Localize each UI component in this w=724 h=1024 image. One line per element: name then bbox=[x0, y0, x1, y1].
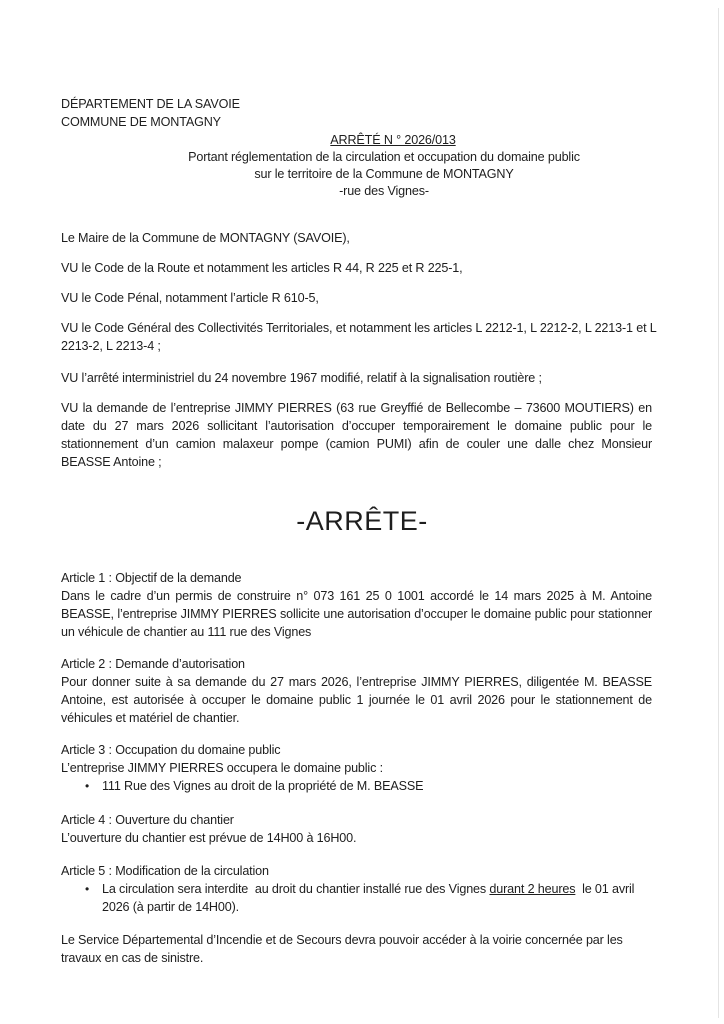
article-3-bullet-item: 111 Rue des Vignes au droit de la propriété de M. BEASSE bbox=[102, 779, 424, 793]
article-2-heading: Article 2 : Demande d’autorisation bbox=[61, 657, 245, 671]
article-5-heading: Article 5 : Modification de la circulation bbox=[61, 864, 269, 878]
article-1-body: Dans le cadre d’un permis de construire n° 073 161 25 0 1001 accordé le 14 mars 2025 à M. Antoine BEASSE, l’entreprise JIMMY PIERRES sollicite une autorisation d’occuper le domaine public pour stationner un véhicule de chantier au 111 rue des Vignes bbox=[61, 589, 652, 639]
department-label: DÉPARTEMENT DE LA SAVOIE bbox=[61, 97, 240, 111]
article-5-underlined-duration: durant 2 heures bbox=[489, 882, 576, 896]
arrete-heading: -ARRÊTE- bbox=[296, 506, 428, 536]
subtitle-line-1: Portant réglementation de la circulation et occupation du domaine public bbox=[188, 150, 580, 164]
article-5-bullet-item bbox=[102, 880, 654, 916]
vu-cgct: VU le Code Général des Collectivités Territoriales, et notamment les articles L 2212-1, L 2212-2, L 2213-1 et L 2213-2, L 2213-4 ; bbox=[61, 321, 657, 353]
article-5-text-after: le 01 avril 2026 (à partir de 14H00). bbox=[102, 882, 638, 914]
article-4-heading: Article 4 : Ouverture du chantier bbox=[61, 813, 234, 827]
bullet-icon: • bbox=[85, 882, 90, 896]
article-4-body: L’ouverture du chantier est prévue de 14H00 à 16H00. bbox=[61, 831, 357, 845]
bullet-icon: • bbox=[85, 779, 90, 793]
vu-code-route: VU le Code de la Route et notamment les articles R 44, R 225 et R 225-1, bbox=[61, 261, 463, 275]
arrete-number bbox=[0, 131, 724, 149]
article-5-text-before: La circulation sera interdite au droit du chantier installé rue des Vignes bbox=[102, 882, 490, 896]
article-3-heading: Article 3 : Occupation du domaine public bbox=[61, 743, 281, 757]
commune-label: COMMUNE DE MONTAGNY bbox=[61, 115, 221, 129]
subtitle-line-2: sur le territoire de la Commune de MONTAGNY bbox=[254, 167, 514, 181]
closing-paragraph: Le Service Départemental d’Incendie et de Secours devra pouvoir accéder à la voirie concernée par les travaux en cas de sinistre. bbox=[61, 933, 623, 965]
vu-demande: VU la demande de l’entreprise JIMMY PIERRES (63 rue Greyffié de Bellecombe – 73600 MOUTIERS) en date du 27 mars 2026 sollicitant l’autorisation d’occuper temporairement le domaine public pour le stationnement d’un camion malaxeur pompe (camion PUMI) afin de couler une dalle chez Monsieur BEASSE Antoine ; bbox=[61, 401, 652, 469]
article-1-heading: Article 1 : Objectif de la demande bbox=[61, 571, 242, 585]
article-2-body: Pour donner suite à sa demande du 27 mars 2026, l’entreprise JIMMY PIERRES, diligentée M. BEASSE Antoine, est autorisée à occuper le domaine public 1 journée le 01 avril 2026 pour le stationnement de véhicules et matériel de chantier. bbox=[61, 675, 652, 725]
mayor-line: Le Maire de la Commune de MONTAGNY (SAVOIE), bbox=[61, 231, 350, 245]
article-3-body: L’entreprise JIMMY PIERRES occupera le domaine public : bbox=[61, 761, 383, 775]
arrete-number-text: ARRÊTÉ N ° 2026/013 bbox=[330, 133, 456, 147]
subtitle-line-3: -rue des Vignes- bbox=[339, 184, 429, 198]
vu-code-penal: VU le Code Pénal, notamment l’article R 610-5, bbox=[61, 291, 319, 305]
vu-arrete-interministeriel: VU l’arrêté interministriel du 24 novembre 1967 modifié, relatif à la signalisation routière ; bbox=[61, 371, 542, 385]
